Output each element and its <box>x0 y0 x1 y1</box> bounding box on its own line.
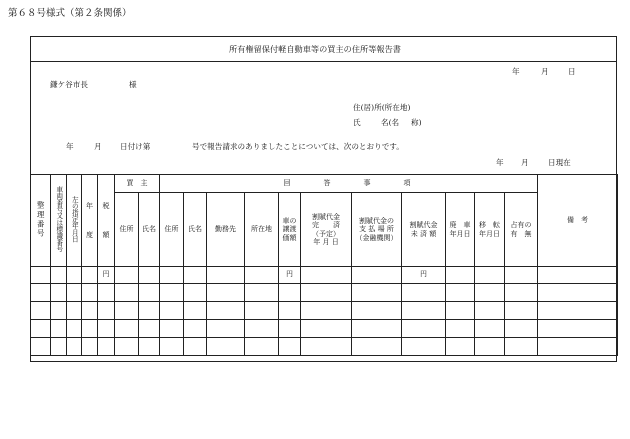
cell[interactable] <box>245 267 279 284</box>
cell[interactable] <box>301 284 352 302</box>
cell[interactable] <box>184 338 207 356</box>
cell[interactable] <box>245 338 279 356</box>
cell[interactable] <box>446 338 475 356</box>
col-remarks: 備 考 <box>538 175 618 267</box>
form-number: 第６８号様式（第２条関係） <box>8 8 132 19</box>
cell[interactable] <box>538 267 618 284</box>
cell[interactable] <box>301 267 352 284</box>
cell[interactable] <box>160 267 184 284</box>
cell[interactable] <box>184 267 207 284</box>
addressee-honorific: 様 <box>129 80 137 89</box>
cell[interactable] <box>82 284 98 302</box>
col-serial-number: 整理番号 <box>31 175 51 267</box>
transfer-yen-unit: 円 <box>279 267 301 284</box>
occupy-line-2: 有 無 <box>510 229 532 238</box>
report-table <box>30 174 618 356</box>
cell[interactable] <box>352 338 402 356</box>
cell[interactable] <box>31 338 51 356</box>
cell[interactable] <box>301 320 352 338</box>
cell[interactable] <box>31 284 51 302</box>
tax-gap <box>98 211 114 231</box>
move-line-1: 移 転 <box>479 221 500 230</box>
cell[interactable] <box>184 320 207 338</box>
cell[interactable] <box>51 284 67 302</box>
fiscal-year-char-2: 度 <box>86 230 93 239</box>
cell[interactable] <box>301 338 352 356</box>
cell[interactable] <box>475 338 505 356</box>
unpaid-line-2: 未 済 額 <box>410 229 437 238</box>
cell[interactable] <box>67 302 82 320</box>
cell[interactable] <box>207 284 245 302</box>
cell[interactable] <box>207 338 245 356</box>
cell[interactable] <box>115 302 139 320</box>
reporter-name-label-2: 名(名 <box>381 118 400 127</box>
title-divider <box>30 61 617 62</box>
table-row <box>31 267 618 284</box>
cell[interactable] <box>98 302 115 320</box>
paid-line-2: 完 済 <box>312 221 340 230</box>
cell[interactable] <box>446 320 475 338</box>
transfer-date-header <box>475 193 505 267</box>
transfer-line-2: 譲渡 <box>282 225 297 234</box>
payplace-line-1: 割賦代金の <box>359 217 394 226</box>
cell[interactable] <box>115 284 139 302</box>
col-tax-amount <box>98 175 115 267</box>
cell[interactable] <box>82 267 98 284</box>
cell[interactable] <box>160 284 184 302</box>
cell[interactable] <box>538 338 618 356</box>
as-of-month-label: 月 <box>521 158 529 167</box>
cell[interactable] <box>402 302 446 320</box>
cell[interactable] <box>245 284 279 302</box>
cell[interactable] <box>538 284 618 302</box>
cell[interactable] <box>505 338 538 356</box>
unpaid-amount-header <box>402 193 446 267</box>
cell[interactable] <box>184 302 207 320</box>
table-row <box>31 302 618 320</box>
buyer-address-header: 住所 <box>115 193 139 267</box>
request-sentence: 号で報告請求のありましたことについては、次のとおりです。 <box>192 142 404 151</box>
table-row <box>31 338 618 356</box>
transfer-price-header <box>279 193 301 267</box>
cell[interactable] <box>352 320 402 338</box>
answer-address-header: 住所 <box>160 193 184 267</box>
cell[interactable] <box>279 284 301 302</box>
request-year-label: 年 <box>66 142 74 151</box>
cell[interactable] <box>505 267 538 284</box>
cell[interactable] <box>475 267 505 284</box>
cell[interactable] <box>301 302 352 320</box>
cell[interactable] <box>31 267 51 284</box>
cell[interactable] <box>475 284 505 302</box>
workplace-location-header: 所在地 <box>245 193 279 267</box>
cell[interactable] <box>160 320 184 338</box>
cell[interactable] <box>402 284 446 302</box>
cell[interactable] <box>446 284 475 302</box>
cell[interactable] <box>67 338 82 356</box>
as-of-year-label: 年 <box>496 158 504 167</box>
tax-yen-unit: 円 <box>98 267 115 284</box>
cell[interactable] <box>207 320 245 338</box>
answer-name-header: 氏名 <box>184 193 207 267</box>
scrap-line-2: 年月日 <box>449 229 471 238</box>
cell[interactable] <box>82 320 98 338</box>
tax-char-1: 税 <box>102 202 110 211</box>
workplace-header: 勤務先 <box>207 193 245 267</box>
cell[interactable] <box>67 284 82 302</box>
cell[interactable] <box>207 267 245 284</box>
cell[interactable] <box>279 320 301 338</box>
fiscal-year-char-1: 年 <box>86 202 93 211</box>
col-vehicle-number: 車両番号又は標識番号 <box>51 175 67 267</box>
cell[interactable] <box>139 267 160 284</box>
cell[interactable] <box>51 320 67 338</box>
cell[interactable] <box>115 320 139 338</box>
paid-line-1: 割賦代金 <box>312 213 340 222</box>
move-line-2: 年月日 <box>479 229 500 238</box>
payment-completion-header <box>301 193 352 267</box>
form-title: 所有権留保付軽自動車等の買主の住所等報告書 <box>229 44 401 54</box>
cell[interactable] <box>207 302 245 320</box>
cell[interactable] <box>98 320 115 338</box>
col-fiscal-year <box>82 175 98 267</box>
cell[interactable] <box>505 302 538 320</box>
table-row <box>31 284 618 302</box>
header-row-1 <box>31 175 618 193</box>
cell[interactable] <box>245 302 279 320</box>
cell[interactable] <box>67 267 82 284</box>
cell[interactable] <box>98 338 115 356</box>
cell[interactable] <box>82 302 98 320</box>
cell[interactable] <box>51 267 67 284</box>
cell[interactable] <box>115 267 139 284</box>
cell[interactable] <box>279 302 301 320</box>
cell[interactable] <box>538 320 618 338</box>
cell[interactable] <box>160 338 184 356</box>
cell[interactable] <box>402 320 446 338</box>
possession-header <box>505 193 538 267</box>
cell[interactable] <box>160 302 184 320</box>
cell[interactable] <box>505 284 538 302</box>
unpaid-line-1: 割賦代金 <box>409 221 438 230</box>
cell[interactable] <box>139 302 160 320</box>
table-row <box>31 320 618 338</box>
cell[interactable] <box>279 338 301 356</box>
cell[interactable] <box>184 284 207 302</box>
col-designated-date: 左の指定年月日 <box>67 175 82 267</box>
addressee-name: 鎌ケ谷市長 <box>50 80 88 89</box>
cell[interactable] <box>402 338 446 356</box>
transfer-line-3: 価額 <box>282 233 297 242</box>
cell[interactable] <box>139 338 160 356</box>
tax-char-2: 額 <box>102 230 110 239</box>
payplace-line-2: 支 払 場 所 <box>359 225 394 234</box>
cell[interactable] <box>31 320 51 338</box>
group-buyer: 買 主 <box>115 175 160 193</box>
cell[interactable] <box>505 320 538 338</box>
paid-line-3: （予定） <box>312 229 340 238</box>
header-row-2 <box>31 193 618 267</box>
cell[interactable] <box>538 302 618 320</box>
cell[interactable] <box>31 302 51 320</box>
cell[interactable] <box>475 302 505 320</box>
cell[interactable] <box>352 284 402 302</box>
date-day-label: 日 <box>568 67 576 76</box>
date-month-label: 月 <box>541 67 549 76</box>
reporter-name-label-3: 称) <box>411 118 422 127</box>
cell[interactable] <box>139 284 160 302</box>
cell[interactable] <box>446 302 475 320</box>
cell[interactable] <box>446 267 475 284</box>
date-year-label: 年 <box>512 67 520 76</box>
cell[interactable] <box>51 302 67 320</box>
cell[interactable] <box>352 267 402 284</box>
group-answer-items: 回 答 事 項 <box>160 175 538 193</box>
occupy-line-1: 占有の <box>510 221 532 230</box>
cell[interactable] <box>82 338 98 356</box>
cell[interactable] <box>115 338 139 356</box>
payment-place-header <box>352 193 402 267</box>
paid-line-4: 年 月 日 <box>313 237 339 246</box>
scrap-date-header <box>446 193 475 267</box>
reporter-name-label-1: 氏 <box>353 118 361 127</box>
payplace-line-3: （金融機関） <box>355 233 398 242</box>
fiscal-year-gap <box>82 211 97 231</box>
cell[interactable] <box>98 284 115 302</box>
scrap-line-1: 廃 車 <box>449 221 471 230</box>
cell[interactable] <box>352 302 402 320</box>
buyer-name-header: 氏名 <box>139 193 160 267</box>
transfer-line-1: 車の <box>282 217 297 226</box>
reporter-address-label: 住(居)所(所在地) <box>353 103 411 112</box>
request-dated-no-label: 日付け第 <box>120 142 151 151</box>
unpaid-yen-unit: 円 <box>402 267 446 284</box>
cell[interactable] <box>139 320 160 338</box>
request-month-label: 月 <box>94 142 102 151</box>
cell[interactable] <box>475 320 505 338</box>
as-of-day-label: 日現在 <box>548 158 571 167</box>
cell[interactable] <box>51 338 67 356</box>
cell[interactable] <box>245 320 279 338</box>
cell[interactable] <box>67 320 82 338</box>
